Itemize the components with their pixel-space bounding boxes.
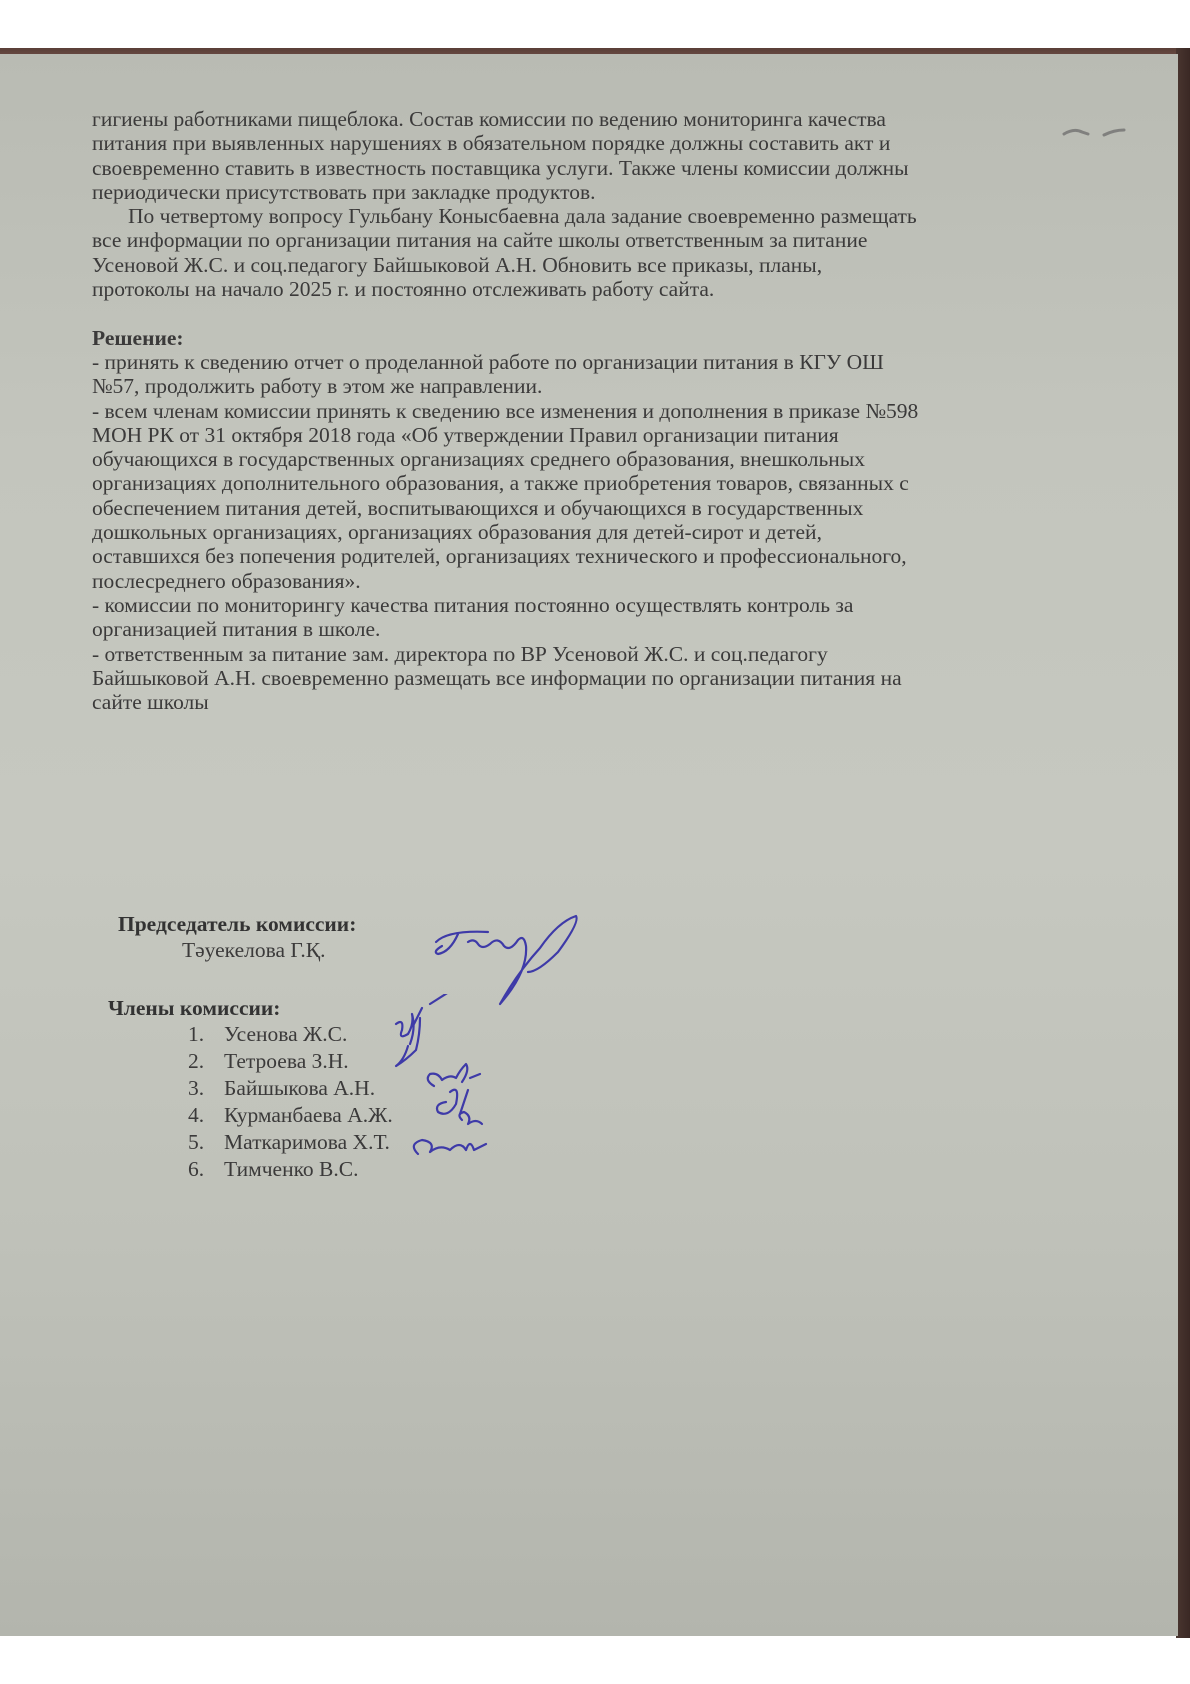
decision-line: организацией питания в школе. [92, 617, 381, 642]
member-number: 3. [188, 1076, 205, 1100]
smudge-mark [1060, 124, 1140, 144]
member-name: Байшыкова А.Н. [224, 1076, 376, 1100]
decision-line: - комиссии по мониторингу качества питания постоянно осуществлять контроль за [92, 592, 854, 617]
decision-line: - всем членам комиссии принять к сведению все изменения и дополнения в приказе №598 [92, 398, 919, 423]
member-item [188, 1076, 375, 1101]
member-name: Тетроева З.Н. [224, 1049, 349, 1073]
paragraph-line: все информации по организации питания на сайте школы ответственным за питание [92, 228, 868, 253]
document-page [0, 54, 1178, 1636]
paragraph-line: Усеновой Ж.С. и соц.педагогу Байшыковой А.Н. Обновить все приказы, планы, [92, 252, 823, 277]
paragraph-line: периодически присутствовать при закладке продуктов. [92, 179, 596, 204]
decision-heading: Решение: [92, 325, 184, 350]
decision-line: МОН РК от 31 октября 2018 года «Об утверждении Правил организации питания [92, 422, 839, 447]
signature-1 [396, 994, 452, 1044]
decision-line: сайте школы [92, 690, 209, 715]
paragraph-line: своевременно ставить в известность поставщика услуги. Также члены комиссии должны [92, 155, 909, 180]
decision-line: обеспечением питания детей, воспитывающихся и обучающихся в государственных [92, 495, 864, 520]
member-number: 1. [188, 1022, 205, 1046]
document-body [92, 107, 918, 714]
members-heading: Члены комиссии: [108, 996, 281, 1020]
signature-6 [414, 1140, 486, 1154]
chair-name: Тәуекелова Г.Қ. [182, 938, 326, 962]
member-name: Курманбаева А.Ж. [224, 1103, 393, 1127]
member-number: 4. [188, 1103, 205, 1127]
decision-line: организациях дополнительного образования, а также приобретения товаров, связанных с [92, 471, 909, 496]
paragraph-line: питания при выявленных нарушениях в обязательном порядке должны составить акт и [92, 131, 891, 156]
member-name: Усенова Ж.С. [224, 1022, 348, 1046]
member-signatures [390, 994, 530, 1194]
member-number: 5. [188, 1130, 205, 1154]
decision-line: оставшихся без попечения родителей, организациях технического и профессионального, [92, 544, 907, 569]
paragraph-line: гигиены работниками пищеблока. Состав комиссии по ведению мониторинга качества [92, 107, 886, 131]
member-number: 6. [188, 1157, 205, 1181]
signature-3 [428, 1064, 480, 1086]
paragraph-line: протоколы на начало 2025 г. и постоянно отслеживать работу сайта. [92, 277, 715, 302]
member-item [188, 1130, 390, 1155]
paragraph-line: По четвертому вопросу Гульбану Конысбаевна дала задание своевременно размещать [128, 204, 917, 229]
member-item [188, 1157, 358, 1182]
decision-line: послесреднего образования». [92, 568, 361, 593]
member-item [188, 1049, 349, 1074]
chair-heading: Председатель комиссии: [118, 912, 357, 936]
decision-line: Байшыковой А.Н. своевременно размещать все информации по организации питания на [92, 665, 902, 690]
signature-2 [396, 1018, 420, 1066]
signature-5 [459, 1112, 482, 1124]
member-name: Тимченко В.С. [224, 1157, 359, 1181]
decision-line: №57, продолжить работу в этом же направлении. [92, 374, 543, 399]
member-number: 2. [188, 1049, 205, 1073]
decision-line: - ответственным за питание зам. директора по ВР Усеновой Ж.С. и соц.педагогу [92, 641, 828, 666]
member-name: Маткаримова Х.Т. [224, 1130, 390, 1154]
table-edge-right [1176, 48, 1190, 1638]
decision-line: - принять к сведению отчет о проделанной работе по организации питания в КГУ ОШ [92, 349, 884, 374]
decision-line: дошкольных организациях, организациях образования для детей-сирот и детей, [92, 520, 822, 545]
decision-line: обучающихся в государственных организациях среднего образования, внешкольных [92, 447, 865, 472]
signature-4 [437, 1090, 468, 1114]
member-item [188, 1022, 347, 1047]
member-item [188, 1103, 393, 1128]
